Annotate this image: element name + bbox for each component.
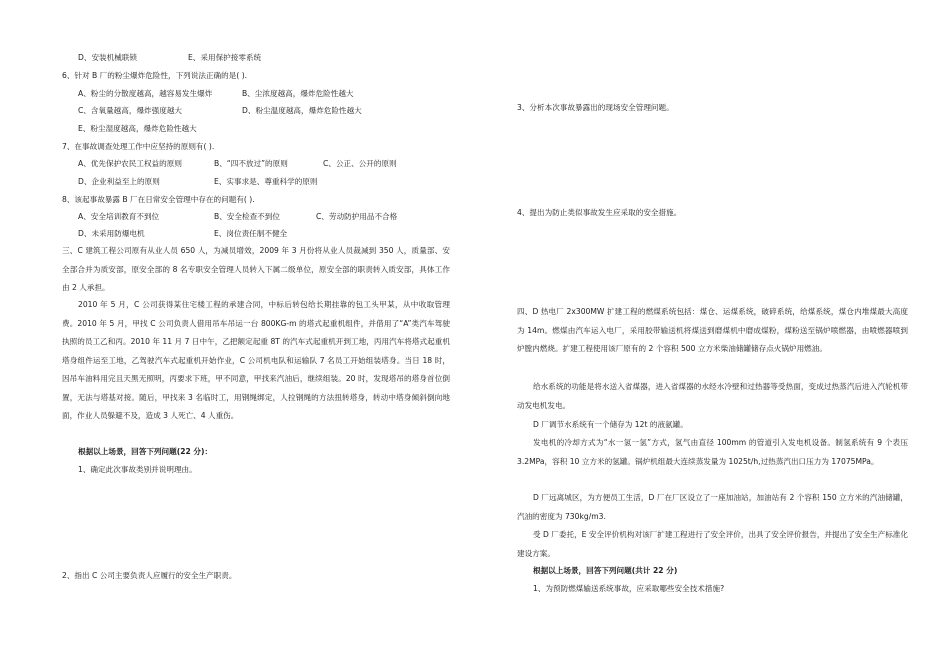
- case4-gas-station: D 厂远离城区，为方便员工生活，D 厂在厂区设立了一座加油站，加油站有 2 个容积 150 立方米的汽油储罐，汽油的密度为 730kg/m3.: [517, 493, 908, 521]
- q6-option-d: D、粉尘温度越高，爆炸危险性越大: [242, 106, 362, 115]
- case4-prompt: 根据以上场景，回答下列问题(共计 22 分): [533, 566, 678, 575]
- case4-ammonia: D 厂调节水系统有一个储存为 12t 的液氨罐。: [533, 420, 688, 429]
- question-8: 8、该起事故暴露 B 厂在日常安全管理中存在的问题有( ).: [62, 195, 255, 204]
- q7-option-b: B、“四不放过”的原则: [214, 159, 288, 168]
- q5-option-d: D、安装机械联锁: [78, 53, 138, 62]
- case3-intro: 三、C 建筑工程公司原有从业人员 650 人，为减员增效，2009 年 3 月份将从业人员裁减到 350 人，质量部、安全部合并为质安部，原安全部的 8 名专职安全管理人员转入下属二级单位，原安全部的职责转入质安部，具体工作由 2 人承担。: [62, 246, 450, 292]
- q8-option-d: D、未采用防爆电机: [78, 229, 145, 238]
- case3-narrative: 2010 年 5 月，C 公司获得某住宅楼工程的承建合同，中标后转包给长期挂靠的包工头甲某，从中收取管理费。2010 年 5 月，甲找 C 公司负责人借用吊车吊运一台 800KG-m 的塔式起重机组件，并借用了“A”类汽车驾驶执照的员工乙和丙。2010 年 11 月 7 日中午，乙把额定起重 8T 的汽车式起重机开到工地，丙用汽车将塔式起重机塔身组件运至工地，乙驾驶汽车式起重机开始作业，C 公司机电队和运输队 7 名员工开始组装塔身。当日 18 时，因吊车油料用完且天黑无照明，丙要求下班，甲不同意，甲找来汽油后，继续组装。20 时，发现塔吊的塔身首位倒置，无法与塔基对接。随后，甲找来 3 名临时工，用钢绳绑定，人拉钢绳的方法扭转塔身，转动中塔身倾斜倒向地面，作业人员躲避不及，造成 3 人死亡、4 人重伤。: [62, 300, 450, 420]
- q7-option-e: E、实事求是、尊重科学的原则: [214, 177, 318, 186]
- q8-option-e: E、岗位责任制不健全: [214, 229, 288, 238]
- question-6: 6、针对 B 厂的粉尘爆炸危险性，下列说法正确的是( ).: [62, 71, 248, 80]
- case3-question-4: 4、提出为防止类似事故发生应采取的安全措施。: [517, 208, 682, 217]
- q5-option-e: E、采用保护接零系统: [188, 53, 262, 62]
- q7-option-c: C、公正、公开的原则: [323, 159, 397, 168]
- q7-option-d: D、企业利益至上的原则: [78, 177, 160, 186]
- case3-question-2: 2、指出 C 公司主要负责人应履行的安全生产职责。: [62, 571, 237, 580]
- q8-option-c: C、劳动防护用品不合格: [316, 212, 398, 221]
- case4-intro: 四、D 热电厂 2x300MW 扩建工程的燃煤系统包括：煤仓、运煤系统，破碎系统，给煤系统，煤仓内堆煤最大高度为 14m。燃煤由汽车运入电厂，采用胶带输送机将煤送到磨煤机中磨成煤粉，煤粉送至锅炉喷燃器，由喷燃器喷到炉膛内燃烧。扩建工程使用该厂原有的 2 个容积 500 立方米柴油储罐储存点火锅炉用燃油。: [517, 307, 908, 353]
- q6-option-a: A、粉尘的分散度越高，越容易发生爆炸: [78, 89, 213, 98]
- q6-option-c: C、含氧量越高，爆炸强度越大: [78, 106, 183, 115]
- q6-option-e: E、粉尘湿度越高，爆炸危险性越大: [78, 124, 197, 133]
- q6-option-b: B、尘浓度越高，爆炸危险性越大: [242, 89, 354, 98]
- question-7: 7、在事故调查处理工作中应坚持的原则有( ).: [62, 142, 215, 151]
- q8-option-b: B、安全检查不到位: [214, 212, 280, 221]
- case3-question-1: 1、确定此次事故类别并说明理由。: [78, 465, 197, 474]
- case3-prompt: 根据以上场景，回答下列问题(22 分)：: [78, 447, 213, 456]
- case4-question-1: 1、为预防燃煤输送系统事故，应采取哪些安全技术措施?: [533, 584, 725, 593]
- q8-option-a: A、安全培训教育不到位: [78, 212, 160, 221]
- q7-option-a: A、优先保护农民工权益的原则: [78, 159, 182, 168]
- case3-question-3: 3、分析本次事故暴露出的现场安全管理问题。: [517, 103, 674, 112]
- case4-hydrogen: 发电机的冷却方式为“水一氢一氢”方式，氢气由直径 100mm 的管道引入发电机设备。制氢系统有 9 个表压 3.2MPa，容积 10 立方米的氢罐。锅炉机组最大连续蒸发量为 1025t/h,过热蒸汽出口压力为 17075MPa。: [517, 438, 908, 466]
- case4-assessment: 受 D 厂委托，E 安全评价机构对该厂扩建工程进行了安全评价，出具了安全评价报告，并提出了安全生产标准化建设方案。: [517, 530, 908, 558]
- case4-feedwater: 给水系统的功能是将水送入省煤器，进入省煤器的水经水冷壁和过热器等受热面，变成过热蒸汽后进入汽轮机带动发电机发电。: [517, 382, 908, 410]
